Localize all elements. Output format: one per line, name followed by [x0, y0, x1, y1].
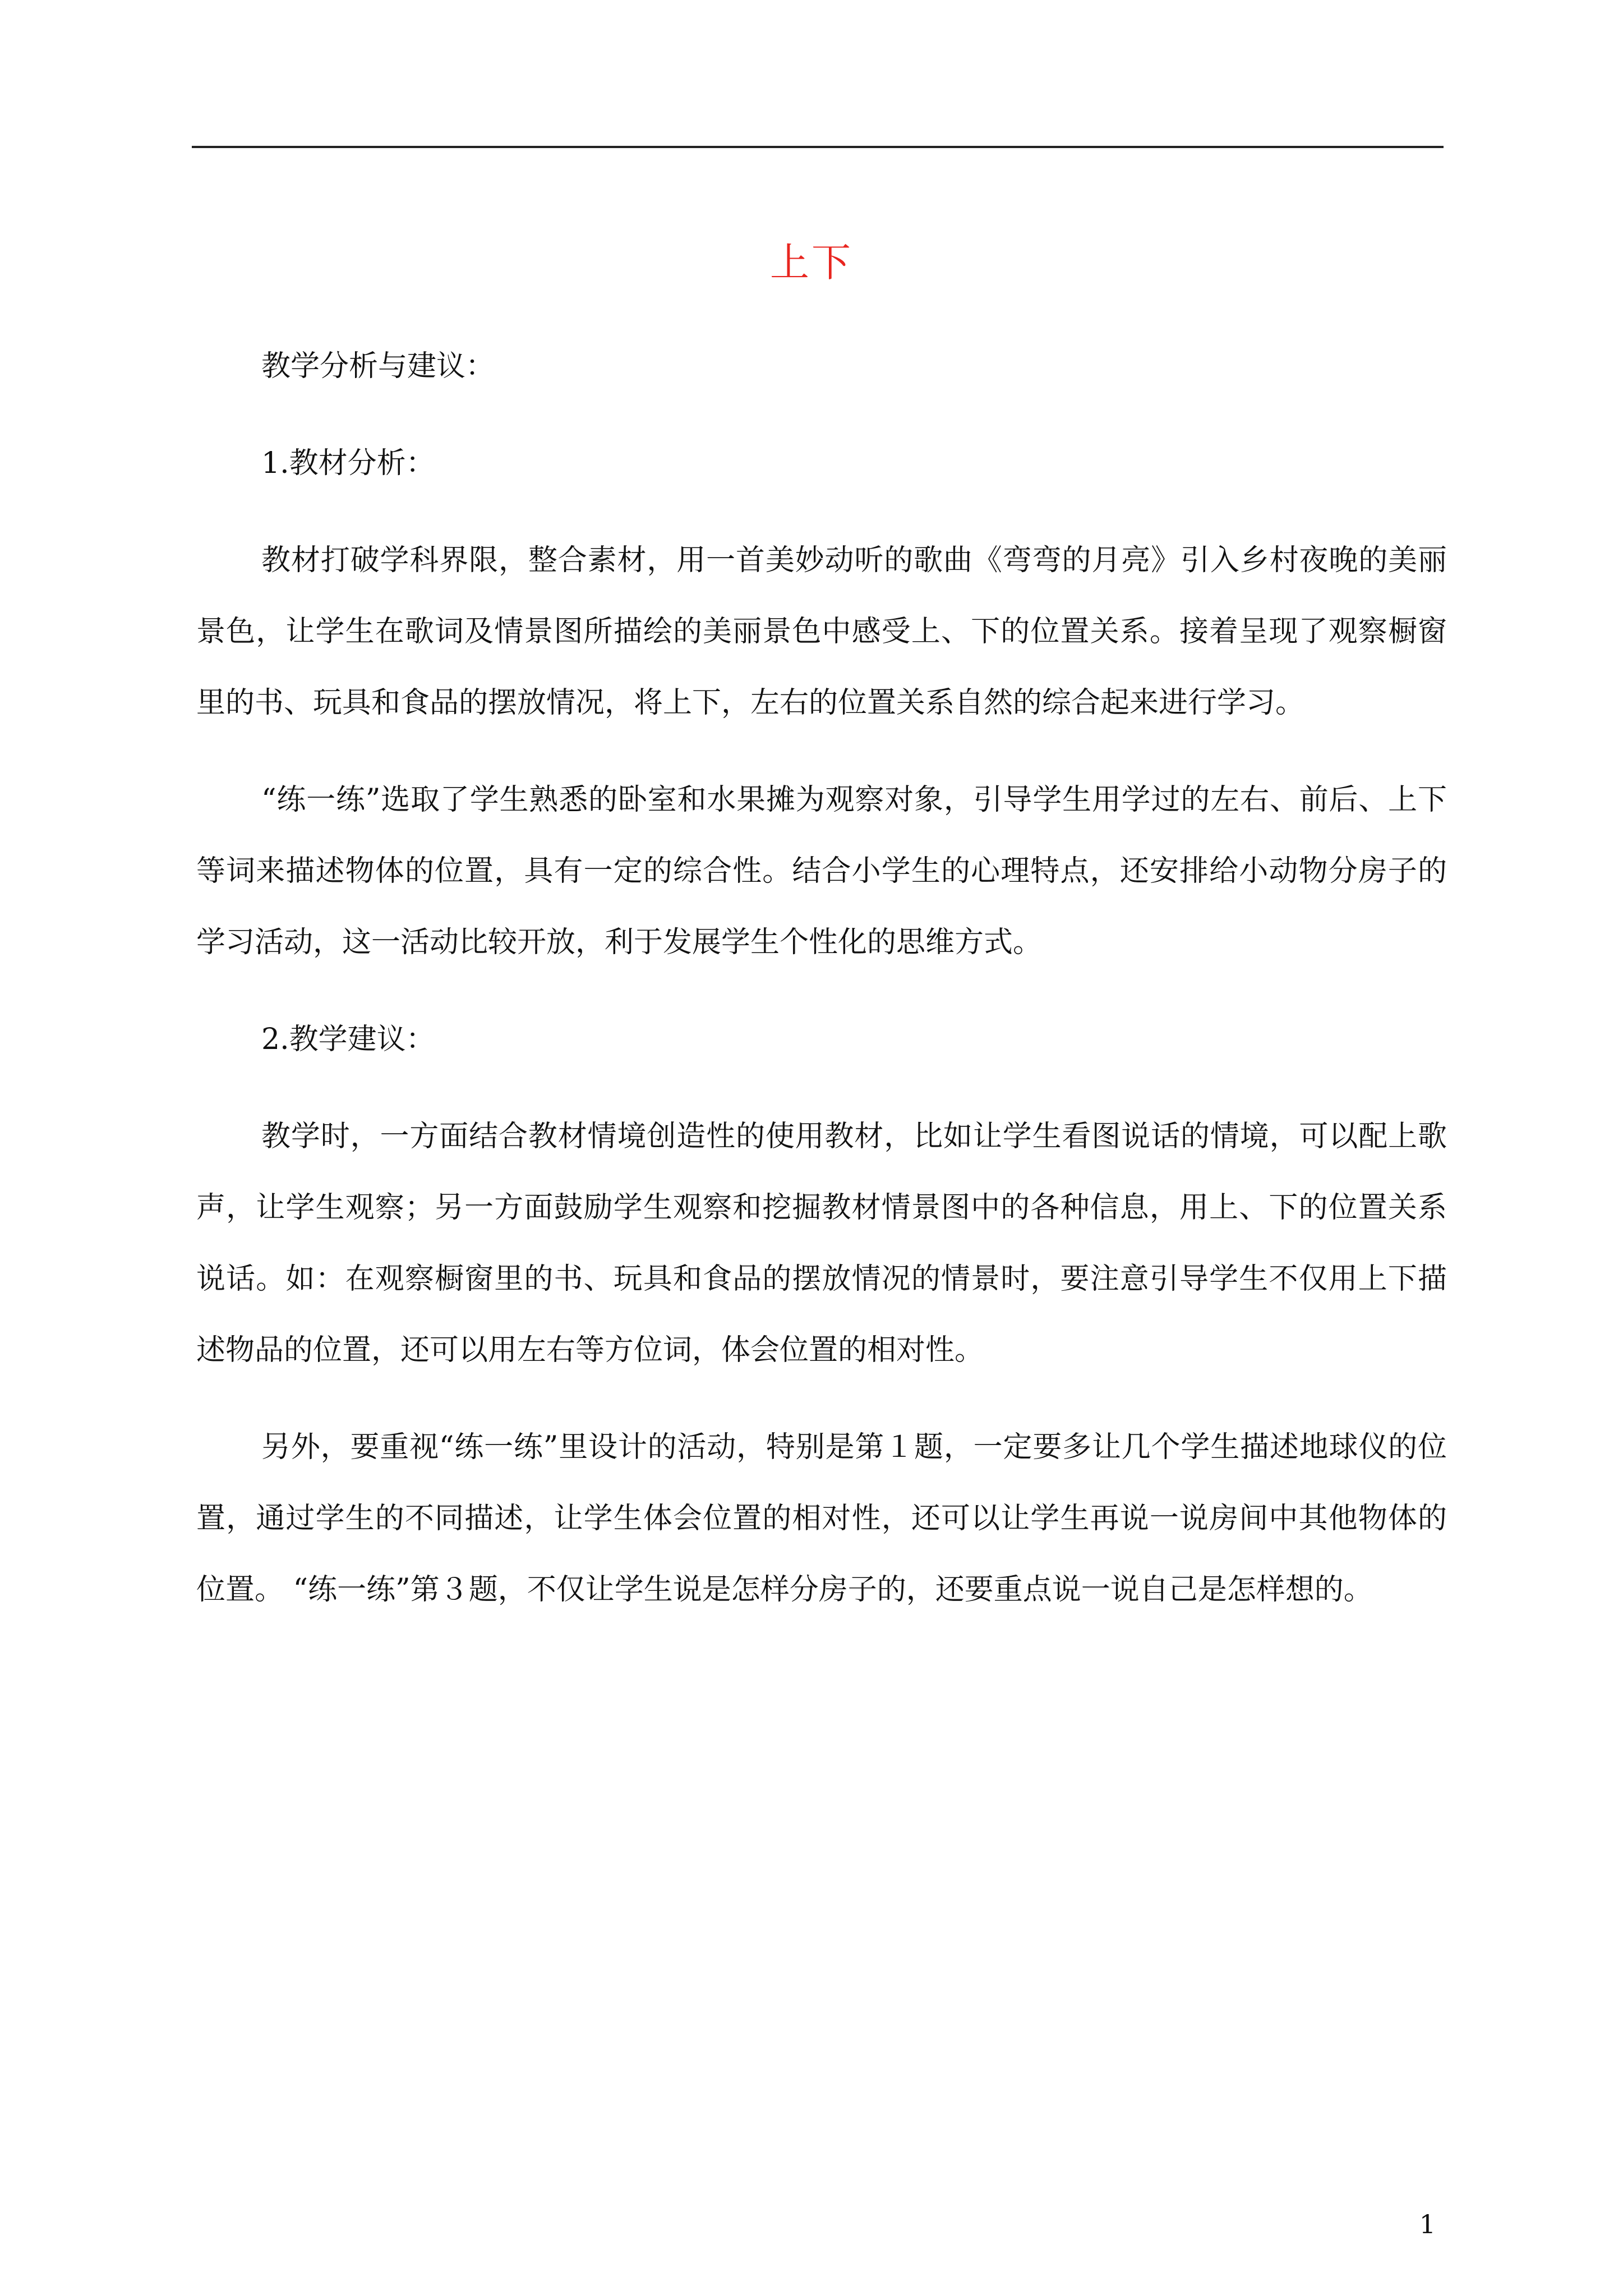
subheading-teaching-suggestions: 2.教学建议： [261, 1023, 435, 1056]
subheading-textbook-analysis: 1.教材分析： [261, 447, 435, 480]
page-number: 1 [1419, 2209, 1436, 2239]
header-rule [192, 146, 1444, 148]
section-heading-analysis-and-suggestions: 教学分析与建议： [261, 349, 495, 383]
paragraph-additional-notes: 另外，要重视“练一练”里设计的活动，特别是第１题，一定要多让几个学生描述地球仪的位置，通过学生的不同描述，让学生体会位置的相对性，还可以让学生再说一说房间中其他物体的位置。 “练一练”第３题，不仅让学生说是怎样分房子的，还要重点说一说自己是怎样想的。 [196, 1430, 1447, 1607]
paragraph-practice-exercises: “练一练”选取了学生熟悉的卧室和水果摊为观察对象，引导学生用学过的左右、前后、上下等词来描述物体的位置，具有一定的综合性。结合小学生的心理特点，还安排给小动物分房子的学习活动，这一活动比较开放，利于发展学生个性化的思维方式。 [196, 783, 1447, 959]
page-title: 上下 [770, 240, 853, 286]
paragraph-textbook-analysis: 教材打破学科界限，整合素材，用一首美妙动听的歌曲《弯弯的月亮》引入乡村夜晚的美丽景色，让学生在歌词及情景图所描绘的美丽景色中感受上、下的位置关系。接着呈现了观察橱窗里的书、玩具和食品的摆放情况，将上下，左右的位置关系自然的综合起来进行学习。 [196, 544, 1447, 720]
document-body [196, 331, 1447, 1626]
paragraph-teaching-suggestions: 教学时，一方面结合教材情境创造性的使用教材，比如让学生看图说话的情境，可以配上歌声，让学生观察；另一方面鼓励学生观察和挖掘教材情景图中的各种信息，用上、下的位置关系说话。如：在观察橱窗里的书、玩具和食品的摆放情况的情景时，要注意引导学生不仅用上下描述物品的位置，还可以用左右等方位词，体会位置的相对性。 [196, 1120, 1447, 1367]
